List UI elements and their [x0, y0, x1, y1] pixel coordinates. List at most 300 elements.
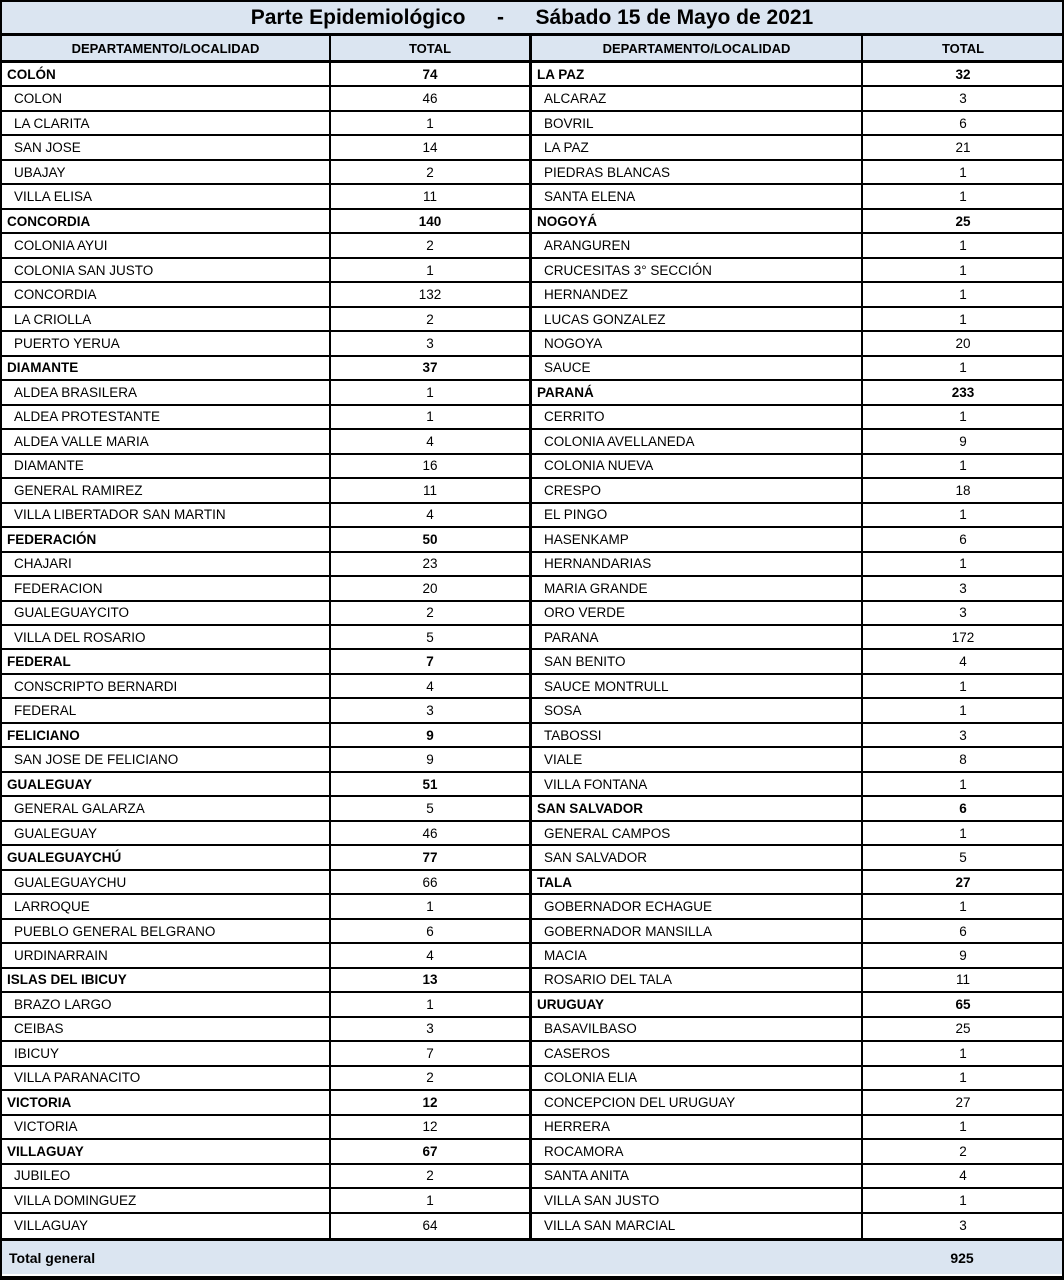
cell-department-locality: CONSCRIPTO BERNARDI [2, 675, 331, 697]
department-row [532, 381, 1063, 405]
cell-department-locality: SAN SALVADOR [532, 846, 863, 868]
cell-department-locality: PIEDRAS BLANCAS [532, 161, 863, 183]
cell-total: 18 [955, 482, 971, 498]
cell-total: 1 [426, 115, 434, 131]
cell-total: 4 [426, 433, 434, 449]
locality-row [532, 577, 1063, 601]
locality-row [2, 602, 529, 626]
cell-department-locality: URDINARRAIN [2, 944, 331, 966]
cell-total: 9 [426, 727, 434, 743]
locality-row [532, 553, 1063, 577]
cell-total: 8 [959, 752, 967, 768]
column-header-department-left: DEPARTAMENTO/LOCALIDAD [2, 36, 331, 60]
cell-total: 1 [426, 996, 434, 1012]
locality-row [532, 406, 1063, 430]
cell-total: 4 [426, 507, 434, 523]
cell-total: 23 [422, 556, 438, 572]
cell-department-locality: SANTA ELENA [532, 185, 863, 207]
cell-total: 32 [955, 66, 971, 82]
cell-total: 1 [426, 384, 434, 400]
cell-department-locality: CERRITO [532, 406, 863, 428]
cell-total: 2 [426, 311, 434, 327]
cell-department-locality: COLON [2, 87, 331, 109]
department-row [2, 969, 529, 993]
locality-row [2, 234, 529, 258]
cell-department-locality: URUGUAY [532, 993, 863, 1015]
cell-department-locality: IBICUY [2, 1042, 331, 1064]
locality-row [532, 1067, 1063, 1091]
table-left-column [2, 63, 532, 1238]
locality-row [532, 944, 1063, 968]
locality-row [2, 185, 529, 209]
cell-total: 6 [426, 923, 434, 939]
cell-department-locality: TABOSSI [532, 724, 863, 746]
locality-row [532, 357, 1063, 381]
cell-total: 1 [959, 189, 967, 205]
total-general-value: 925 [950, 1249, 974, 1266]
cell-department-locality: CONCORDIA [2, 283, 331, 305]
cell-department-locality: VICTORIA [2, 1091, 331, 1113]
cell-total: 5 [959, 850, 967, 866]
locality-row [532, 1140, 1063, 1164]
locality-row [2, 136, 529, 160]
cell-department-locality: BASAVILBASO [532, 1018, 863, 1040]
locality-row [2, 1165, 529, 1189]
cell-total: 1 [959, 825, 967, 841]
locality-row [2, 430, 529, 454]
locality-row [532, 969, 1063, 993]
cell-department-locality: ALDEA VALLE MARIA [2, 430, 331, 452]
total-general-row [2, 1238, 1062, 1274]
locality-row [532, 699, 1063, 723]
cell-total: 3 [959, 580, 967, 596]
cell-total: 12 [422, 1094, 438, 1110]
cell-department-locality: UBAJAY [2, 161, 331, 183]
department-row [2, 210, 529, 234]
locality-row [532, 1116, 1063, 1140]
cell-total: 1 [959, 1192, 967, 1208]
cell-total: 27 [955, 874, 971, 890]
cell-total: 1 [959, 409, 967, 425]
locality-row [2, 577, 529, 601]
cell-total: 20 [422, 580, 438, 596]
cell-department-locality: CEIBAS [2, 1018, 331, 1040]
cell-total: 1 [959, 311, 967, 327]
cell-total: 21 [955, 140, 971, 156]
cell-total: 13 [422, 972, 438, 988]
cell-total: 64 [422, 1218, 438, 1234]
cell-department-locality: SANTA ANITA [532, 1165, 863, 1187]
cell-department-locality: COLÓN [2, 63, 331, 85]
cell-total: 66 [422, 874, 438, 890]
locality-row [2, 895, 529, 919]
cell-department-locality: GUALEGUAY [2, 822, 331, 844]
cell-total: 11 [422, 189, 437, 205]
cell-department-locality: FEDERAL [2, 699, 331, 721]
cell-department-locality: MACIA [532, 944, 863, 966]
cell-department-locality: CHAJARI [2, 553, 331, 575]
locality-row [2, 406, 529, 430]
cell-department-locality: ARANGUREN [532, 234, 863, 256]
department-row [532, 993, 1063, 1017]
cell-department-locality: NOGOYA [532, 332, 863, 354]
cell-total: 46 [422, 825, 438, 841]
cell-department-locality: ALDEA BRASILERA [2, 381, 331, 403]
department-row [2, 357, 529, 381]
cell-total: 25 [955, 1021, 971, 1037]
department-row [2, 724, 529, 748]
locality-row [2, 455, 529, 479]
cell-department-locality: VILLA SAN MARCIAL [532, 1214, 863, 1238]
locality-row [532, 1189, 1063, 1213]
cell-total: 1 [426, 1192, 434, 1208]
cell-total: 2 [426, 1070, 434, 1086]
cell-total: 12 [422, 1119, 438, 1135]
cell-total: 4 [426, 678, 434, 694]
locality-row [2, 308, 529, 332]
department-row [2, 650, 529, 674]
department-row [2, 1140, 529, 1164]
cell-department-locality: GUALEGUAYCITO [2, 602, 331, 624]
cell-department-locality: ISLAS DEL IBICUY [2, 969, 331, 991]
cell-department-locality: ROSARIO DEL TALA [532, 969, 863, 991]
locality-row [532, 332, 1063, 356]
cell-total: 2 [426, 238, 434, 254]
cell-department-locality: HERNANDEZ [532, 283, 863, 305]
cell-department-locality: BOVRIL [532, 112, 863, 134]
cell-total: 1 [959, 776, 967, 792]
locality-row [2, 699, 529, 723]
cell-department-locality: LA PAZ [532, 63, 863, 85]
locality-row [2, 112, 529, 136]
cell-total: 1 [959, 507, 967, 523]
department-row [532, 63, 1063, 87]
cell-department-locality: GENERAL GALARZA [2, 797, 331, 819]
cell-total: 3 [426, 1021, 434, 1037]
cell-department-locality: PUEBLO GENERAL BELGRANO [2, 920, 331, 942]
cell-total: 1 [959, 556, 967, 572]
locality-row [532, 602, 1063, 626]
locality-row [2, 553, 529, 577]
table-right-column [532, 63, 1063, 1238]
cell-department-locality: CONCORDIA [2, 210, 331, 232]
locality-row [532, 920, 1063, 944]
cell-total: 7 [426, 1045, 434, 1061]
cell-total: 77 [422, 850, 438, 866]
cell-total: 11 [422, 482, 437, 498]
cell-total: 9 [426, 752, 434, 768]
cell-department-locality: ORO VERDE [532, 602, 863, 624]
table-header-row [2, 36, 1062, 63]
cell-department-locality: VILLAGUAY [2, 1214, 331, 1238]
cell-department-locality: FEDERACIÓN [2, 528, 331, 550]
cell-total: 1 [426, 899, 434, 915]
cell-department-locality: EL PINGO [532, 504, 863, 526]
locality-row [2, 626, 529, 650]
cell-department-locality: PARANÁ [532, 381, 863, 403]
cell-department-locality: PARANA [532, 626, 863, 648]
locality-row [532, 112, 1063, 136]
locality-row [532, 87, 1063, 111]
locality-row [2, 479, 529, 503]
cell-department-locality: COLONIA SAN JUSTO [2, 259, 331, 281]
header-right-half [532, 36, 1063, 60]
cell-department-locality: COLONIA NUEVA [532, 455, 863, 477]
department-row [532, 797, 1063, 821]
cell-total: 1 [959, 899, 967, 915]
cell-total: 4 [959, 1168, 967, 1184]
cell-department-locality: VILLA DOMINGUEZ [2, 1189, 331, 1211]
cell-total: 27 [955, 1094, 971, 1110]
cell-department-locality: HERNANDARIAS [532, 553, 863, 575]
cell-department-locality: GUALEGUAYCHÚ [2, 846, 331, 868]
locality-row [2, 332, 529, 356]
locality-row [532, 650, 1063, 674]
cell-department-locality: FEDERAL [2, 650, 331, 672]
cell-total: 4 [959, 654, 967, 670]
locality-row [532, 283, 1063, 307]
cell-department-locality: SAN SALVADOR [532, 797, 863, 819]
cell-department-locality: ALDEA PROTESTANTE [2, 406, 331, 428]
locality-row [2, 87, 529, 111]
cell-total: 9 [959, 947, 967, 963]
locality-row [532, 479, 1063, 503]
cell-department-locality: GENERAL CAMPOS [532, 822, 863, 844]
cell-total: 140 [418, 213, 442, 229]
cell-total: 65 [955, 996, 971, 1012]
locality-row [532, 136, 1063, 160]
cell-department-locality: CONCEPCION DEL URUGUAY [532, 1091, 863, 1113]
cell-department-locality: TALA [532, 871, 863, 893]
cell-total: 132 [418, 287, 442, 303]
locality-row [532, 185, 1063, 209]
cell-department-locality: NOGOYÁ [532, 210, 863, 232]
cell-total: 25 [955, 213, 971, 229]
cell-total: 50 [422, 531, 438, 547]
cell-department-locality: CRUCESITAS 3° SECCIÓN [532, 259, 863, 281]
cell-department-locality: MARIA GRANDE [532, 577, 863, 599]
locality-row [532, 161, 1063, 185]
cell-total: 14 [422, 140, 438, 156]
locality-row [532, 822, 1063, 846]
locality-row [532, 748, 1063, 772]
locality-row [532, 1042, 1063, 1066]
cell-department-locality: SAN BENITO [532, 650, 863, 672]
cell-total: 37 [422, 360, 438, 376]
cell-total: 2 [426, 1168, 434, 1184]
cell-total: 1 [426, 409, 434, 425]
locality-row [532, 234, 1063, 258]
cell-department-locality: SAUCE MONTRULL [532, 675, 863, 697]
cell-department-locality: GENERAL RAMIREZ [2, 479, 331, 501]
cell-total: 3 [426, 336, 434, 351]
cell-total: 5 [426, 629, 434, 645]
cell-total: 1 [959, 360, 967, 376]
cell-total: 2 [959, 1143, 967, 1159]
department-row [532, 871, 1063, 895]
column-header-department-right: DEPARTAMENTO/LOCALIDAD [532, 36, 863, 60]
locality-row [2, 920, 529, 944]
cell-total: 1 [959, 238, 967, 254]
locality-row [532, 895, 1063, 919]
locality-row [2, 871, 529, 895]
cell-department-locality: JUBILEO [2, 1165, 331, 1187]
locality-row [2, 1067, 529, 1091]
locality-row [2, 1042, 529, 1066]
locality-row [532, 1165, 1063, 1189]
locality-row [2, 797, 529, 821]
cell-total: 233 [951, 384, 975, 400]
cell-department-locality: VICTORIA [2, 1116, 331, 1138]
cell-total: 5 [426, 801, 434, 817]
cell-total: 2 [426, 605, 434, 621]
cell-total: 46 [422, 91, 438, 107]
locality-row [532, 1018, 1063, 1042]
cell-department-locality: PUERTO YERUA [2, 332, 331, 354]
cell-department-locality: COLONIA AVELLANEDA [532, 430, 863, 452]
locality-row [532, 430, 1063, 454]
locality-row [532, 626, 1063, 650]
cell-total: 9 [959, 433, 967, 449]
department-row [2, 773, 529, 797]
locality-row [532, 455, 1063, 479]
cell-department-locality: GUALEGUAYCHU [2, 871, 331, 893]
column-header-total-right: TOTAL [941, 40, 985, 56]
cell-total: 3 [959, 1218, 967, 1234]
cell-department-locality: FEDERACION [2, 577, 331, 599]
cell-total: 6 [959, 923, 967, 939]
locality-row [2, 675, 529, 699]
cell-department-locality: LUCAS GONZALEZ [532, 308, 863, 330]
cell-department-locality: CRESPO [532, 479, 863, 501]
locality-row [2, 161, 529, 185]
cell-total: 4 [426, 947, 434, 963]
locality-row [2, 748, 529, 772]
cell-total: 6 [959, 801, 967, 817]
cell-total: 67 [422, 1143, 438, 1159]
cell-total: 1 [959, 458, 967, 474]
locality-row [2, 944, 529, 968]
locality-row [532, 675, 1063, 699]
cell-total: 74 [422, 66, 438, 82]
cell-total: 1 [959, 1119, 967, 1135]
locality-row [2, 381, 529, 405]
cell-department-locality: FELICIANO [2, 724, 331, 746]
cell-department-locality: HASENKAMP [532, 528, 863, 550]
locality-row [2, 504, 529, 528]
cell-total: 3 [959, 727, 967, 743]
cell-total: 16 [422, 458, 438, 474]
cell-total: 1 [959, 1045, 967, 1061]
cell-department-locality: VILLAGUAY [2, 1140, 331, 1162]
locality-row [2, 259, 529, 283]
cell-department-locality: ALCARAZ [532, 87, 863, 109]
locality-row [2, 1214, 529, 1238]
locality-row [2, 822, 529, 846]
cell-department-locality: CASEROS [532, 1042, 863, 1064]
cell-department-locality: DIAMANTE [2, 357, 331, 379]
table-body [2, 63, 1062, 1238]
cell-total: 1 [959, 287, 967, 303]
cell-department-locality: LARROQUE [2, 895, 331, 917]
cell-department-locality: SAN JOSE [2, 136, 331, 158]
locality-row [2, 1116, 529, 1140]
cell-department-locality: SAUCE [532, 357, 863, 379]
locality-row [532, 1091, 1063, 1115]
locality-row [532, 504, 1063, 528]
department-row [2, 63, 529, 87]
cell-department-locality: GOBERNADOR ECHAGUE [532, 895, 863, 917]
cell-total: 1 [959, 703, 967, 719]
column-header-total-left: TOTAL [408, 40, 452, 56]
cell-department-locality: VILLA PARANACITO [2, 1067, 331, 1089]
cell-total: 1 [959, 262, 967, 278]
cell-total: 7 [426, 654, 434, 670]
cell-department-locality: SOSA [532, 699, 863, 721]
locality-row [532, 724, 1063, 748]
cell-department-locality: VIALE [532, 748, 863, 770]
cell-department-locality: COLONIA ELIA [532, 1067, 863, 1089]
locality-row [2, 1189, 529, 1213]
locality-row [532, 259, 1063, 283]
cell-department-locality: VILLA LIBERTADOR SAN MARTIN [2, 504, 331, 526]
cell-department-locality: VILLA DEL ROSARIO [2, 626, 331, 648]
cell-total: 2 [426, 164, 434, 180]
cell-total: 6 [959, 115, 967, 131]
cell-total: 3 [959, 91, 967, 107]
locality-row [532, 773, 1063, 797]
cell-total: 3 [959, 605, 967, 621]
department-row [2, 1091, 529, 1115]
cell-department-locality: COLONIA AYUI [2, 234, 331, 256]
cell-total: 3 [426, 703, 434, 719]
cell-department-locality: GUALEGUAY [2, 773, 331, 795]
cell-total: 172 [951, 629, 975, 645]
locality-row [2, 993, 529, 1017]
cell-department-locality: LA CLARITA [2, 112, 331, 134]
cell-department-locality: ROCAMORA [532, 1140, 863, 1162]
cell-department-locality: VILLA SAN JUSTO [532, 1189, 863, 1211]
department-row [2, 846, 529, 870]
department-row [532, 210, 1063, 234]
cell-total: 1 [959, 164, 967, 180]
cell-department-locality: LA CRIOLLA [2, 308, 331, 330]
cell-total: 1 [959, 1070, 967, 1086]
locality-row [532, 528, 1063, 552]
locality-row [532, 846, 1063, 870]
locality-row [532, 308, 1063, 332]
cell-total: 20 [955, 336, 971, 351]
locality-row [532, 1214, 1063, 1238]
cell-total: 1 [426, 262, 434, 278]
cell-department-locality: DIAMANTE [2, 455, 331, 477]
report-title: Parte Epidemiológico - Sábado 15 de Mayo de 2021 [2, 2, 1062, 36]
cell-department-locality: BRAZO LARGO [2, 993, 331, 1015]
cell-total: 1 [959, 678, 967, 694]
cell-department-locality: LA PAZ [532, 136, 863, 158]
cell-total: 6 [959, 531, 967, 547]
cell-department-locality: GOBERNADOR MANSILLA [532, 920, 863, 942]
locality-row [2, 283, 529, 307]
total-general-label: Total general [9, 1249, 96, 1266]
cell-department-locality: VILLA FONTANA [532, 773, 863, 795]
department-row [2, 528, 529, 552]
cell-total: 11 [955, 972, 970, 988]
cell-department-locality: SAN JOSE DE FELICIANO [2, 748, 331, 770]
header-left-half [2, 36, 532, 60]
cell-department-locality: HERRERA [532, 1116, 863, 1138]
cell-total: 51 [422, 776, 438, 792]
